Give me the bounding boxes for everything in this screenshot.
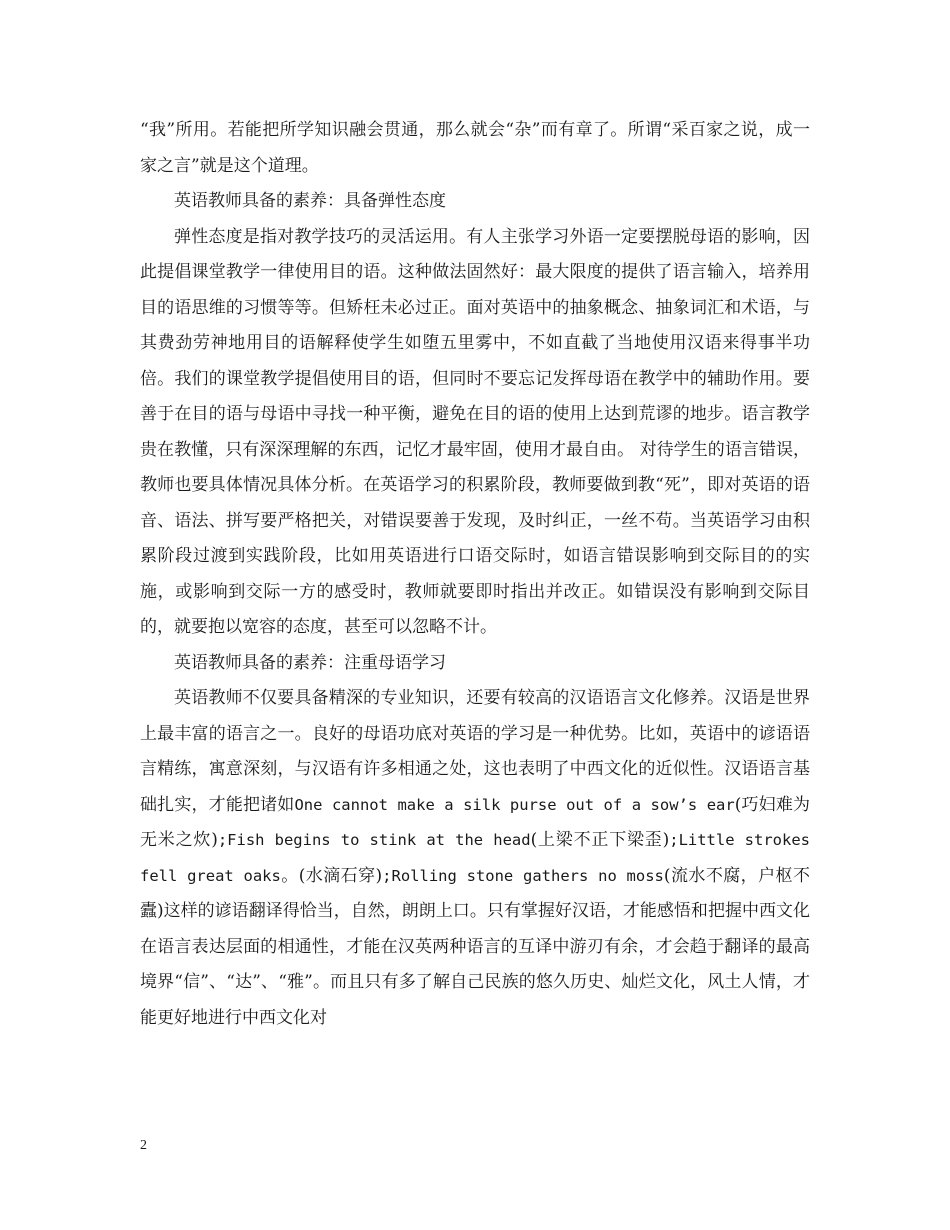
proverb-english: ;Little strokes fell great oaks bbox=[140, 831, 811, 885]
proverb-english: One cannot make a silk purse out of a sow’s ear bbox=[294, 795, 735, 814]
proverb-chinese: 。(水滴石穿) bbox=[280, 865, 383, 886]
text-segment: 英语教师不仅要具备精深的专业知识，还要有较高的汉语语言文化修养。汉语是世界上最丰富的语言之一。良好的母语功底对英语的学习是一种优势。比如，英语中的谚语语言精练，寓意深刻，与汉语有许多相通之处，这也表明了中西文化的近似性。汉语语言基础扎实，才能把诸如 bbox=[140, 688, 810, 815]
paragraph-continuation: “我”所用。若能把所学知识融会贯通，那么就会“杂”而有章了。所谓“采百家之说，成一家之言”就是这个道理。 bbox=[140, 120, 810, 176]
section-heading-mother-tongue: 英语教师具备的素养：注重母语学习 bbox=[174, 652, 446, 673]
proverb-english: ;Fish begins to stink at the head bbox=[217, 831, 531, 849]
section-heading-flexible-attitude: 英语教师具备的素养：具备弹性态度 bbox=[174, 191, 446, 211]
proverb-chinese: (上梁不正下梁歪) bbox=[530, 830, 670, 850]
proverb-english: ;Rolling stone gathers no moss bbox=[382, 866, 664, 885]
paragraph-flexible-attitude: 弹性态度是指对教学技巧的灵活运用。有人主张学习外语一定要摆脱母语的影响，因此提倡课堂教学一律使用目的语。这种做法固然好：最大限度的提供了语言输入，培养用目的语思维的习惯等等。但矫枉未必过正。面对英语中的抽象概念、抽象词汇和术语，与其费劲劳神地用目的语解释使学生如堕五里雾中，不如直截了当地使用汉语来得事半功倍。我们的课堂教学提倡使用目的语，但同时不要忘记发挥母语在教学中的辅助作用。要善于在目的语与母语中寻找一种平衡，避免在目的语的使用上达到荒谬的地步。语言教学贵在教懂，只有深深理解的东西，记忆才最牢固，使用才最自由。 对待学生的语言错误，教师也要具体情况具体分析。在英语学习的积累阶段，教师要做到教“死”，即对英语的语音、语法、拼写要严格把关，对错误要善于发现，及时纠正，一丝不苟。当英语学习由积累阶段过渡到实践阶段，比如用英语进行口语交际时，如语言错误影响到交际目的的实施，或影响到交际一方的感受时，教师就要即时指出并改正。如错误没有影响到交际目的，就要抱以宽容的态度，甚至可以忽略不计。 bbox=[140, 226, 810, 637]
document-body bbox=[140, 113, 810, 1036]
proverb-chinese: (巧妇难为无米之炊) bbox=[140, 794, 810, 850]
text-segment: (流水不腐，户枢不蠹)这样的谚语翻译得恰当，自然，朗朗上口。只有掌握好汉语，才能感悟和把握中西文化在语言表达层面的相通性，才能在汉英两种语言的互译中游刃有余，才会趋于翻译的最高境界“信”、“达”、“雅”。而且只有多了解自己民族的悠久历史、灿烂文化，风土人情，才能更好地进行中西文化对 bbox=[140, 865, 810, 1028]
page-number: 2 bbox=[140, 1138, 147, 1153]
paragraph-mother-tongue bbox=[140, 681, 810, 1036]
